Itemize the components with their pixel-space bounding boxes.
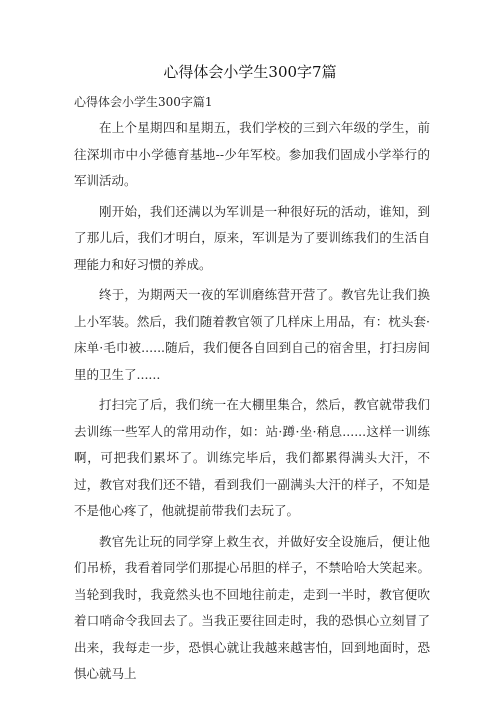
paragraph: 刚开始，我们还满以为军训是一种很好玩的活动，谁知，到了那儿后，我们才明白，原来，军训是为了要训练我们的生活自理能力和好习惯的养成。: [74, 203, 430, 272]
document-body: [74, 115, 430, 692]
section-heading: 心得体会小学生300字篇1: [74, 95, 213, 109]
paragraph: 教官先让玩的同学穿上救生衣，并做好安全设施后，便让他们吊桥，我看着同学们那提心吊胆的样子，不禁哈哈大笑起来。当轮到我时，我竟然头也不回地往前走，走到一半时，教官便吹着口哨命令我回去了。当我正要往回走时，我的恐惧心立刻冒了出来，我每走一步，恐惧心就让我越来越害怕，回到地面时，恐惧心就马上: [74, 533, 430, 681]
paragraph: 终于，为期两天一夜的军训磨练营开营了。教官先让我们换上小军装。然后，我们随着教官领了几样床上用品，有：枕头套·床单·毛巾被......随后，我们便各自回到自己的宿舍里，打扫房间里的卫生了......: [74, 287, 430, 382]
document-title: 心得体会小学生300字7篇: [163, 63, 337, 81]
paragraph: 在上个星期四和星期五，我们学校的三到六年级的学生，前往深圳市中小学德育基地--少年军校。参加我们固成小学举行的军训活动。: [74, 120, 430, 188]
paragraph: 打扫完了后，我们统一在大棚里集合，然后，教官就带我们去训练一些军人的常用动作，如：站·蹲·坐·稍息......这样一训练啊，可把我们累坏了。训练完毕后，我们都累得满头大汗，不过，教官对我们还不错，看到我们一副满头大汗的样子，不知是不是他心疼了，他就提前带我们去玩了。: [74, 397, 430, 518]
